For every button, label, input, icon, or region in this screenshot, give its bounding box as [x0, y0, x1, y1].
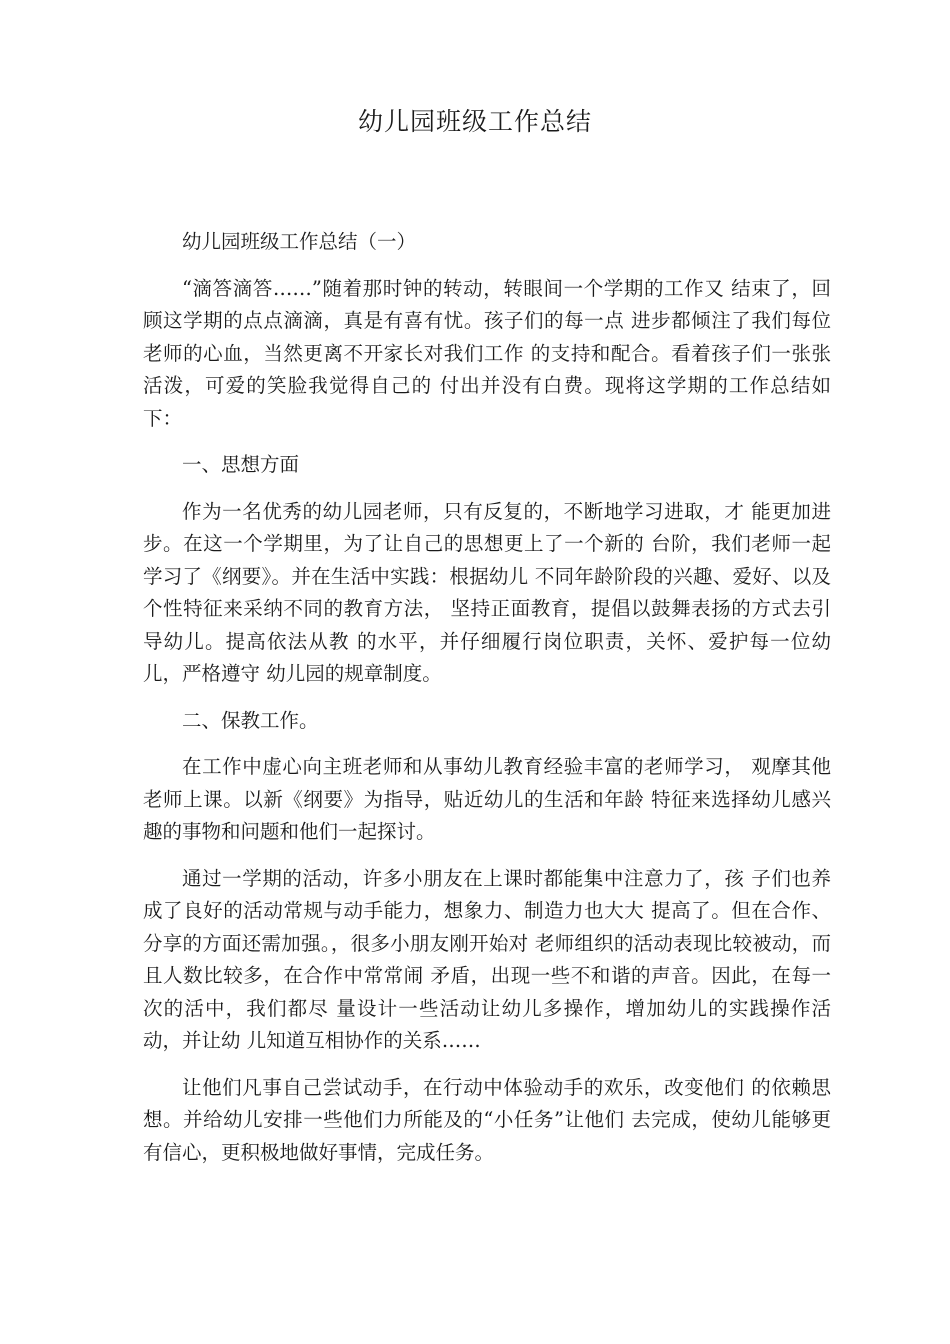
- document-title: 幼儿园班级工作总结: [357, 107, 592, 136]
- document-body: [143, 226, 831, 1183]
- paragraph-care-education-3: 让他们凡事自己尝试动手，在行动中体验动手的欢乐，改变他们 的依赖思想。并给幼儿安排一些他们力所能及的“小任务”让他们 去完成，使幼儿能够更有信心，更积极地做好事情，完成任务。: [143, 1075, 831, 1164]
- paragraph-care-education-2: 通过一学期的活动，许多小朋友在上课时都能集中注意力了，孩 子们也养成了良好的活动常规与动手能力，想象力、制造力也大大 提高了。但在合作、分享的方面还需加强。，很多小朋友刚开始对 老师组织的活动表现比较被动，而且人数比较多，在合作中常常闹 矛盾，出现一些不和谐的声音。因此，在每一次的活中，我们都尽 量设计一些活动让幼儿多操作，增加幼儿的实践操作活动，并让幼 儿知道互相协作的关系……: [143, 866, 831, 1052]
- paragraph-intro: “滴答滴答……”随着那时钟的转动，转眼间一个学期的工作又 结束了，回顾这学期的点点滴滴，真是有喜有忧。孩子们的每一点 进步都倾注了我们每位老师的心血，当然更离不开家长对我们工作 的支持和配合。看着孩子们一张张活泼，可爱的笑脸我觉得自己的 付出并没有白费。现将这学期的工作总结如下：: [143, 276, 831, 430]
- paragraph-care-education-1: 在工作中虚心向主班老师和从事幼儿教育经验丰富的老师学习， 观摩其他老师上课。以新《纲要》为指导，贴近幼儿的生活和年龄 特征来选择幼儿感兴趣的事物和问题和他们一起探讨。: [143, 755, 831, 843]
- section-heading-care-education: 二、保教工作。: [182, 708, 319, 732]
- section-subtitle: 幼儿园班级工作总结（一）: [182, 230, 417, 253]
- paragraph-thinking: 作为一名优秀的幼儿园老师，只有反复的，不断地学习进取，才 能更加进步。在这一个学期里，为了让自己的思想更上了一个新的 台阶，我们老师一起学习了《纲要》。并在生活中实践：根据幼儿 不同年龄阶段的兴趣、爱好、以及个性特征来采纳不同的教育方法， 坚持正面教育，提倡以鼓舞表扬的方式去引导幼儿。提高依法从教 的水平，并仔细履行岗位职责，关怀、爱护每一位幼儿，严格遵守 幼儿园的规章制度。: [143, 499, 831, 685]
- section-heading-thinking: 一、思想方面: [182, 453, 300, 476]
